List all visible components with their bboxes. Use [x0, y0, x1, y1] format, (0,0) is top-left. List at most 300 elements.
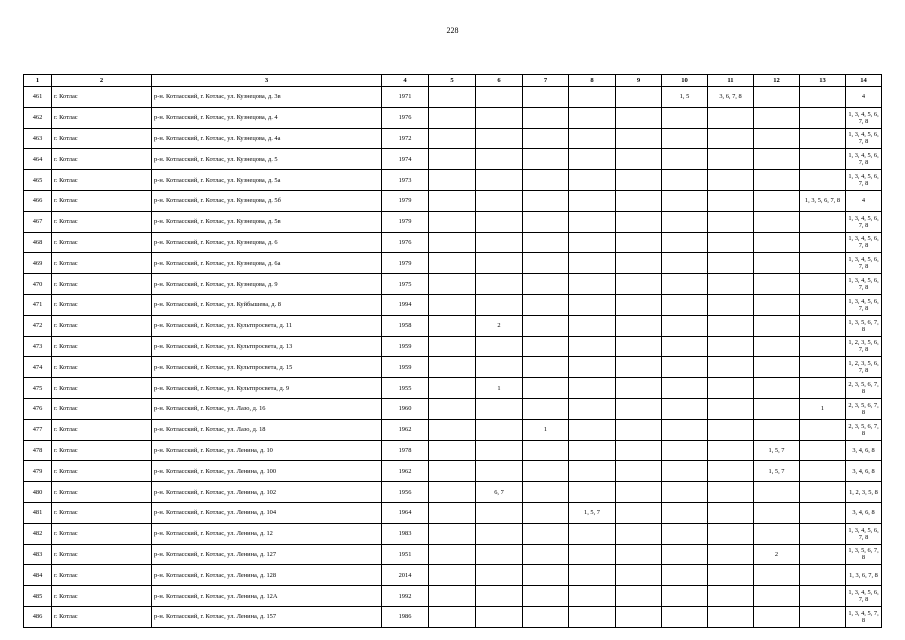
table-row [24, 606, 882, 627]
table-cell-col-1: 480 [24, 482, 52, 503]
table-cell-col-9 [616, 149, 662, 170]
table-cell-col-12: 2 [754, 544, 800, 565]
table-cell-col-9 [616, 606, 662, 627]
table-cell-col-11 [708, 190, 754, 211]
table-cell-col-13 [800, 294, 846, 315]
table-cell-col-11 [708, 461, 754, 482]
table-cell-col-2: г. Котлас [52, 336, 152, 357]
table-cell-col-2: г. Котлас [52, 378, 152, 399]
table-cell-col-5 [429, 606, 476, 627]
table-cell-col-9 [616, 107, 662, 128]
table-cell-col-14: 1, 3, 4, 5, 6, 7, 8 [846, 170, 882, 191]
table-cell-col-7 [523, 440, 569, 461]
table-cell-col-11 [708, 149, 754, 170]
table-cell-col-4: 1959 [382, 357, 429, 378]
table-cell-col-12: 1, 5, 7 [754, 440, 800, 461]
table-cell-col-6: 6, 7 [476, 482, 523, 503]
table-cell-col-8: 1, 5, 7 [569, 502, 616, 523]
table-cell-col-8 [569, 606, 616, 627]
table-cell-col-1: 478 [24, 440, 52, 461]
column-header-7: 7 [523, 75, 569, 87]
table-cell-col-3: р-н. Котласский, г. Котлас, ул. Ленина, д. 128 [152, 565, 382, 586]
table-cell-col-10 [662, 190, 708, 211]
table-cell-col-10 [662, 253, 708, 274]
table-cell-col-2: г. Котлас [52, 523, 152, 544]
table-cell-col-9 [616, 253, 662, 274]
table-header [24, 75, 882, 87]
table-row [24, 149, 882, 170]
table-cell-col-14: 1, 3, 4, 5, 6, 7, 8 [846, 232, 882, 253]
table-cell-col-2: г. Котлас [52, 482, 152, 503]
table-cell-col-14: 2, 3, 5, 6, 7, 8 [846, 378, 882, 399]
table-row [24, 586, 882, 607]
table-cell-col-10 [662, 336, 708, 357]
table-cell-col-12 [754, 606, 800, 627]
table-cell-col-3: р-н. Котласский, г. Котлас, ул. Ленина, д. 12А [152, 586, 382, 607]
table-cell-col-13 [800, 87, 846, 108]
table-cell-col-2: г. Котлас [52, 419, 152, 440]
table-cell-col-3: р-н. Котласский, г. Котлас, ул. Ленина, д. 127 [152, 544, 382, 565]
table-cell-col-3: р-н. Котласский, г. Котлас, ул. Ленина, д. 157 [152, 606, 382, 627]
table-cell-col-14: 1, 3, 4, 5, 6, 7, 8 [846, 107, 882, 128]
table-cell-col-7 [523, 482, 569, 503]
table-cell-col-3: р-н. Котласский, г. Котлас, ул. Кузнецова, д. 5 [152, 149, 382, 170]
table-cell-col-4: 1994 [382, 294, 429, 315]
table-cell-col-3: р-н. Котласский, г. Котлас, ул. Ленина, д. 100 [152, 461, 382, 482]
table-cell-col-10 [662, 315, 708, 336]
table-row [24, 253, 882, 274]
table-cell-col-8 [569, 211, 616, 232]
table-cell-col-1: 466 [24, 190, 52, 211]
table-cell-col-1: 486 [24, 606, 52, 627]
table-cell-col-9 [616, 87, 662, 108]
table-cell-col-2: г. Котлас [52, 398, 152, 419]
table-cell-col-4: 1992 [382, 586, 429, 607]
table-cell-col-6 [476, 87, 523, 108]
table-cell-col-6 [476, 190, 523, 211]
table-cell-col-2: г. Котлас [52, 190, 152, 211]
column-header-1: 1 [24, 75, 52, 87]
table-cell-col-7 [523, 253, 569, 274]
table-cell-col-12 [754, 378, 800, 399]
table-cell-col-5 [429, 461, 476, 482]
table-cell-col-3: р-н. Котласский, г. Котлас, ул. Ленина, д. 12 [152, 523, 382, 544]
table-cell-col-9 [616, 232, 662, 253]
table-cell-col-13 [800, 274, 846, 295]
table-cell-col-4: 1962 [382, 419, 429, 440]
table-cell-col-5 [429, 482, 476, 503]
table-cell-col-4: 1976 [382, 107, 429, 128]
table-cell-col-6 [476, 606, 523, 627]
table-cell-col-12 [754, 565, 800, 586]
table-cell-col-10 [662, 232, 708, 253]
table-cell-col-5 [429, 523, 476, 544]
table-cell-col-11 [708, 398, 754, 419]
table-cell-col-7 [523, 274, 569, 295]
table-cell-col-2: г. Котлас [52, 606, 152, 627]
table-cell-col-13 [800, 440, 846, 461]
table-cell-col-8 [569, 482, 616, 503]
table-cell-col-1: 481 [24, 502, 52, 523]
table-cell-col-2: г. Котлас [52, 128, 152, 149]
table-cell-col-7 [523, 565, 569, 586]
table-cell-col-1: 470 [24, 274, 52, 295]
table-cell-col-7 [523, 398, 569, 419]
table-cell-col-13 [800, 482, 846, 503]
column-header-12: 12 [754, 75, 800, 87]
table-cell-col-4: 1962 [382, 461, 429, 482]
table-cell-col-1: 474 [24, 357, 52, 378]
table-cell-col-14: 4 [846, 190, 882, 211]
table-cell-col-11 [708, 440, 754, 461]
table-cell-col-4: 1955 [382, 378, 429, 399]
table-cell-col-5 [429, 336, 476, 357]
table-cell-col-9 [616, 398, 662, 419]
table-cell-col-3: р-н. Котласский, г. Котлас, ул. Кузнецова, д. 4 [152, 107, 382, 128]
table-cell-col-7 [523, 170, 569, 191]
table-cell-col-10 [662, 170, 708, 191]
table-cell-col-6: 1 [476, 378, 523, 399]
table-cell-col-14: 1, 3, 4, 5, 6, 7, 8 [846, 149, 882, 170]
table-cell-col-14: 1, 3, 6, 7, 8 [846, 565, 882, 586]
table-cell-col-3: р-н. Котласский, г. Котлас, ул. Культпросвета, д. 15 [152, 357, 382, 378]
table-cell-col-10 [662, 482, 708, 503]
table-cell-col-2: г. Котлас [52, 357, 152, 378]
table-cell-col-7 [523, 87, 569, 108]
table-cell-col-11 [708, 336, 754, 357]
table-cell-col-4: 1972 [382, 128, 429, 149]
table-cell-col-9 [616, 336, 662, 357]
table-cell-col-12 [754, 87, 800, 108]
table-cell-col-14: 1, 2, 3, 5, 6, 7, 8 [846, 357, 882, 378]
table-cell-col-11 [708, 211, 754, 232]
table-cell-col-13 [800, 128, 846, 149]
table-row [24, 211, 882, 232]
table-cell-col-6 [476, 461, 523, 482]
table-cell-col-13 [800, 544, 846, 565]
column-header-2: 2 [52, 75, 152, 87]
table-cell-col-10 [662, 274, 708, 295]
table-cell-col-9 [616, 586, 662, 607]
table-cell-col-9 [616, 502, 662, 523]
table-cell-col-12 [754, 315, 800, 336]
table-row [24, 357, 882, 378]
table-cell-col-6 [476, 440, 523, 461]
table-cell-col-4: 1964 [382, 502, 429, 523]
table-cell-col-3: р-н. Котласский, г. Котлас, ул. Культпросвета, д. 13 [152, 336, 382, 357]
table-cell-col-6 [476, 107, 523, 128]
table-cell-col-7 [523, 461, 569, 482]
table-cell-col-10 [662, 294, 708, 315]
table-cell-col-6 [476, 544, 523, 565]
table-row [24, 461, 882, 482]
table-cell-col-2: г. Котлас [52, 565, 152, 586]
table-cell-col-1: 479 [24, 461, 52, 482]
table-cell-col-11 [708, 107, 754, 128]
table-cell-col-8 [569, 170, 616, 191]
table-cell-col-2: г. Котлас [52, 461, 152, 482]
table-cell-col-14: 1, 3, 4, 5, 6, 7, 8 [846, 128, 882, 149]
table-cell-col-10 [662, 565, 708, 586]
table-cell-col-9 [616, 419, 662, 440]
table-cell-col-6 [476, 565, 523, 586]
table-cell-col-8 [569, 87, 616, 108]
table-cell-col-4: 1951 [382, 544, 429, 565]
table-body [24, 87, 882, 628]
table-cell-col-5 [429, 274, 476, 295]
table-cell-col-9 [616, 128, 662, 149]
table-cell-col-1: 477 [24, 419, 52, 440]
table-cell-col-2: г. Котлас [52, 274, 152, 295]
table-cell-col-2: г. Котлас [52, 315, 152, 336]
table-cell-col-9 [616, 315, 662, 336]
table-cell-col-2: г. Котлас [52, 149, 152, 170]
column-header-8: 8 [569, 75, 616, 87]
table-cell-col-9 [616, 544, 662, 565]
table-cell-col-8 [569, 190, 616, 211]
table-cell-col-1: 462 [24, 107, 52, 128]
table-cell-col-1: 482 [24, 523, 52, 544]
table-cell-col-13 [800, 253, 846, 274]
table-cell-col-5 [429, 190, 476, 211]
table-cell-col-11 [708, 315, 754, 336]
table-cell-col-14: 2, 3, 5, 6, 7, 8 [846, 398, 882, 419]
table-cell-col-8 [569, 253, 616, 274]
table-cell-col-10: 1, 5 [662, 87, 708, 108]
table-cell-col-11 [708, 544, 754, 565]
table-cell-col-7 [523, 128, 569, 149]
table-cell-col-3: р-н. Котласский, г. Котлас, ул. Лазо, д. 18 [152, 419, 382, 440]
table-cell-col-3: р-н. Котласский, г. Котлас, ул. Кузнецова, д. 9 [152, 274, 382, 295]
table-cell-col-7 [523, 523, 569, 544]
table-cell-col-13 [800, 336, 846, 357]
table-cell-col-13 [800, 149, 846, 170]
table-cell-col-14: 1, 2, 3, 5, 6, 7, 8 [846, 336, 882, 357]
table-cell-col-6 [476, 170, 523, 191]
table-cell-col-10 [662, 461, 708, 482]
table-cell-col-14: 2, 3, 5, 6, 7, 8 [846, 419, 882, 440]
table-row [24, 87, 882, 108]
table-row [24, 190, 882, 211]
table-cell-col-3: р-н. Котласский, г. Котлас, ул. Куйбышева, д. 8 [152, 294, 382, 315]
table-cell-col-13 [800, 586, 846, 607]
table-cell-col-9 [616, 190, 662, 211]
table-cell-col-3: р-н. Котласский, г. Котлас, ул. Кузнецова, д. 6а [152, 253, 382, 274]
table-cell-col-3: р-н. Котласский, г. Котлас, ул. Культпросвета, д. 9 [152, 378, 382, 399]
table-cell-col-7 [523, 606, 569, 627]
table-cell-col-13 [800, 461, 846, 482]
table-cell-col-3: р-н. Котласский, г. Котлас, ул. Кузнецова, д. 5б [152, 190, 382, 211]
table-cell-col-1: 476 [24, 398, 52, 419]
table-cell-col-1: 484 [24, 565, 52, 586]
table-cell-col-5 [429, 502, 476, 523]
table-cell-col-9 [616, 482, 662, 503]
table-cell-col-4: 1975 [382, 274, 429, 295]
table-cell-col-10 [662, 398, 708, 419]
table-cell-col-3: р-н. Котласский, г. Котлас, ул. Ленина, д. 10 [152, 440, 382, 461]
table-cell-col-13 [800, 502, 846, 523]
table-cell-col-14: 1, 3, 4, 5, 6, 7, 8 [846, 274, 882, 295]
table-cell-col-1: 464 [24, 149, 52, 170]
table-cell-col-11 [708, 357, 754, 378]
table-cell-col-14: 1, 3, 4, 5, 6, 7, 8 [846, 253, 882, 274]
table-cell-col-13 [800, 523, 846, 544]
column-header-4: 4 [382, 75, 429, 87]
table-row [24, 170, 882, 191]
table-cell-col-11 [708, 128, 754, 149]
table-cell-col-9 [616, 357, 662, 378]
table-cell-col-8 [569, 523, 616, 544]
table-cell-col-4: 1979 [382, 253, 429, 274]
table-cell-col-2: г. Котлас [52, 586, 152, 607]
table-cell-col-11 [708, 232, 754, 253]
table-cell-col-12 [754, 419, 800, 440]
table-row [24, 315, 882, 336]
table-cell-col-10 [662, 211, 708, 232]
table-cell-col-10 [662, 128, 708, 149]
table-cell-col-7: 1 [523, 419, 569, 440]
table-cell-col-6 [476, 357, 523, 378]
table-cell-col-14: 1, 3, 5, 6, 7, 8 [846, 544, 882, 565]
table-cell-col-3: р-н. Котласский, г. Котлас, ул. Культпросвета, д. 11 [152, 315, 382, 336]
table-cell-col-9 [616, 378, 662, 399]
table-row [24, 128, 882, 149]
column-header-14: 14 [846, 75, 882, 87]
table-cell-col-12 [754, 523, 800, 544]
table-cell-col-12 [754, 253, 800, 274]
table-cell-col-5 [429, 419, 476, 440]
column-header-6: 6 [476, 75, 523, 87]
table-cell-col-11 [708, 523, 754, 544]
table-cell-col-5 [429, 315, 476, 336]
table-cell-col-13 [800, 565, 846, 586]
table-cell-col-4: 1956 [382, 482, 429, 503]
table-cell-col-9 [616, 211, 662, 232]
table-cell-col-6 [476, 523, 523, 544]
table-cell-col-12 [754, 170, 800, 191]
table-cell-col-10 [662, 378, 708, 399]
table-cell-col-2: г. Котлас [52, 170, 152, 191]
table-row [24, 523, 882, 544]
table-cell-col-1: 485 [24, 586, 52, 607]
table-cell-col-10 [662, 606, 708, 627]
table-cell-col-3: р-н. Котласский, г. Котлас, ул. Кузнецова, д. 6 [152, 232, 382, 253]
table-cell-col-5 [429, 170, 476, 191]
table-cell-col-4: 1973 [382, 170, 429, 191]
table-row [24, 544, 882, 565]
table-cell-col-9 [616, 523, 662, 544]
table-cell-col-14: 3, 4, 6, 8 [846, 502, 882, 523]
table-cell-col-8 [569, 565, 616, 586]
table-cell-col-1: 472 [24, 315, 52, 336]
column-header-5: 5 [429, 75, 476, 87]
table-cell-col-3: р-н. Котласский, г. Котлас, ул. Кузнецова, д. 5а [152, 170, 382, 191]
table-cell-col-6 [476, 336, 523, 357]
table-cell-col-11 [708, 253, 754, 274]
table-cell-col-6 [476, 232, 523, 253]
table-cell-col-4: 1974 [382, 149, 429, 170]
table-cell-col-8 [569, 315, 616, 336]
table-row [24, 378, 882, 399]
table-cell-col-4: 1971 [382, 87, 429, 108]
table-cell-col-3: р-н. Котласский, г. Котлас, ул. Ленина, д. 102 [152, 482, 382, 503]
table-cell-col-5 [429, 440, 476, 461]
table-cell-col-11 [708, 378, 754, 399]
table-cell-col-7 [523, 211, 569, 232]
table-cell-col-13 [800, 357, 846, 378]
table-cell-col-5 [429, 211, 476, 232]
table-cell-col-3: р-н. Котласский, г. Котлас, ул. Кузнецова, д. 3в [152, 87, 382, 108]
table-cell-col-9 [616, 274, 662, 295]
table-cell-col-8 [569, 128, 616, 149]
table-cell-col-4: 1976 [382, 232, 429, 253]
table-cell-col-12 [754, 482, 800, 503]
table-cell-col-6 [476, 419, 523, 440]
table-cell-col-5 [429, 565, 476, 586]
table-cell-col-13 [800, 232, 846, 253]
column-header-11: 11 [708, 75, 754, 87]
table-cell-col-8 [569, 357, 616, 378]
table-cell-col-2: г. Котлас [52, 232, 152, 253]
column-header-10: 10 [662, 75, 708, 87]
table-cell-col-2: г. Котлас [52, 253, 152, 274]
table-cell-col-11 [708, 294, 754, 315]
table-cell-col-10 [662, 523, 708, 544]
table-cell-col-13: 1 [800, 398, 846, 419]
table-cell-col-9 [616, 440, 662, 461]
table-cell-col-7 [523, 586, 569, 607]
table-cell-col-3: р-н. Котласский, г. Котлас, ул. Кузнецова, д. 4а [152, 128, 382, 149]
table-cell-col-14: 1, 3, 4, 5, 6, 7, 8 [846, 523, 882, 544]
table-cell-col-5 [429, 253, 476, 274]
table-cell-col-7 [523, 315, 569, 336]
table-row [24, 274, 882, 295]
table-cell-col-6: 2 [476, 315, 523, 336]
table-cell-col-6 [476, 586, 523, 607]
table-cell-col-7 [523, 232, 569, 253]
table-cell-col-4: 1983 [382, 523, 429, 544]
table-cell-col-5 [429, 128, 476, 149]
table-cell-col-12 [754, 502, 800, 523]
table-cell-col-12 [754, 357, 800, 378]
table-cell-col-6 [476, 128, 523, 149]
table-cell-col-6 [476, 502, 523, 523]
table-cell-col-7 [523, 190, 569, 211]
table-cell-col-2: г. Котлас [52, 544, 152, 565]
table-cell-col-5 [429, 149, 476, 170]
table-cell-col-13 [800, 170, 846, 191]
table-cell-col-5 [429, 544, 476, 565]
header-row [24, 75, 882, 87]
table-cell-col-11 [708, 170, 754, 191]
table-cell-col-1: 469 [24, 253, 52, 274]
table-cell-col-3: р-н. Котласский, г. Котлас, ул. Кузнецова, д. 5в [152, 211, 382, 232]
table-cell-col-8 [569, 398, 616, 419]
table-cell-col-7 [523, 149, 569, 170]
table-row [24, 336, 882, 357]
table-cell-col-1: 465 [24, 170, 52, 191]
column-header-3: 3 [152, 75, 382, 87]
table-cell-col-8 [569, 232, 616, 253]
table-cell-col-11 [708, 565, 754, 586]
table-cell-col-12 [754, 586, 800, 607]
table-cell-col-8 [569, 294, 616, 315]
table-cell-col-4: 1979 [382, 211, 429, 232]
table-row [24, 482, 882, 503]
table-cell-col-2: г. Котлас [52, 502, 152, 523]
table-cell-col-12 [754, 149, 800, 170]
table-cell-col-14: 1, 3, 4, 5, 7, 8 [846, 606, 882, 627]
